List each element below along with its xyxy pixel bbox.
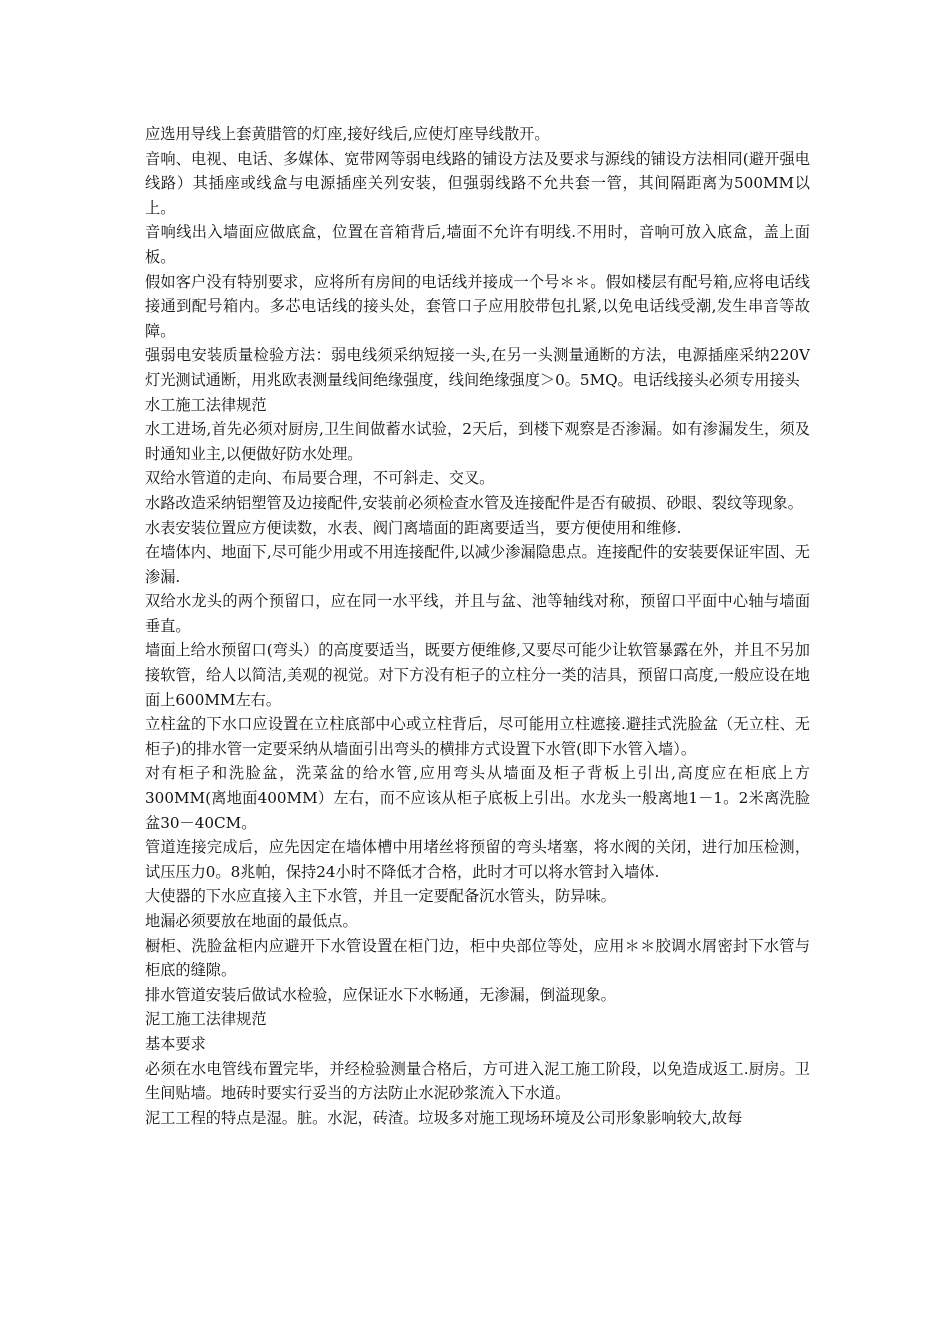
paragraph: 立柱盆的下水口应设置在立柱底部中心或立柱背后，尽可能用立柱遮接.避挂式洗脸盆（无立柱、无柜子)的排水管一定要采纳从墙面引出弯头的横排方式设置下水管(即下水管入墙）。	[145, 715, 810, 758]
paragraph: 音响、电视、电话、多媒体、宽带网等弱电线路的铺设方法及要求与源线的铺设方法相同(避开强电线路）其插座或线盒与电源插座关列安装，但强弱线路不允共套一管，其间隔距离为500MM以上。	[145, 149, 810, 217]
paragraph: 强弱电安装质量检验方法：弱电线须采纳短接一头,在另一头测量通断的方法，电源插座采纳220V灯光测试通断，用兆欧表测量线间绝缘强度，线间绝缘强度＞0。5MQ。电话线接头必须专用接头	[145, 346, 810, 389]
paragraph: 大使器的下水应直接入主下水管，并且一定要配备沉水管头，防异味。	[145, 887, 616, 906]
paragraph: 对有柜子和洗脸盆，洗菜盆的给水管,应用弯头从墙面及柜子背板上引出,高度应在柜底上方300MM(离地面400MM）左右，而不应该从柜子底板上引出。水龙头一般离地1－1。2米离洗脸盆30－40CM。	[145, 764, 810, 832]
paragraph: 音响线出入墙面应做底盒，位置在音箱背后,墙面不允许有明线.不用时，音响可放入底盒，盖上面板。	[145, 223, 810, 266]
paragraph: 在墙体内、地面下,尽可能少用或不用连接配件,以减少渗漏隐患点。连接配件的安装要保证牢固、无渗漏.	[145, 543, 810, 586]
section-heading: 泥工施工法律规范	[145, 1010, 267, 1029]
document-body	[145, 122, 810, 1130]
section-heading: 基本要求	[145, 1034, 206, 1053]
paragraph: 水工进场,首先必须对厨房,卫生间做蓄水试验，2天后，到楼下观察是否渗漏。如有渗漏发生，须及时通知业主,以便做好防水处理。	[145, 420, 810, 463]
paragraph: 排水管道安装后做试水检验，应保证水下水畅通，无渗漏，倒溢现象。	[145, 985, 616, 1004]
paragraph: 应选用导线上套黄腊管的灯座,接好线后,应使灯座导线散开。	[145, 125, 550, 143]
paragraph: 橱柜、洗脸盆柜内应避开下水管设置在柜门边，柜中央部位等处，应用＊＊胶调水屑密封下水管与柜底的缝隙。	[145, 936, 810, 980]
paragraph: 管道连接完成后，应先因定在墙体槽中用堵丝将预留的弯头堵塞，将水阀的关闭，进行加压检测，试压压力0。8兆帕，保持24小时不降低才合格，此时才可以将水管封入墙体.	[145, 838, 810, 881]
paragraph: 必须在水电管线布置完毕，并经检验测量合格后，方可进入泥工施工阶段，以免造成返工.厨房。卫生间贴墙。地砖时要实行妥当的方法防止水泥砂浆流入下水道。	[145, 1059, 810, 1103]
paragraph: 墙面上给水预留口(弯头）的高度要适当，既要方便维修,又要尽可能少让软管暴露在外，并且不另加接软管，给人以简洁,美观的视觉。对下方没有柜子的立柱分一类的洁具，预留口高度,一般应设在地面上600MM左右。	[145, 641, 810, 709]
paragraph: 水路改造采纳铝塑管及边接配件,安装前必须检查水管及连接配件是否有破损、砂眼、裂纹等现象。	[145, 493, 803, 512]
paragraph: 双给水龙头的两个预留口，应在同一水平线，并且与盆、池等轴线对称，预留口平面中心轴与墙面垂直。	[145, 592, 810, 635]
paragraph: 假如客户没有特别要求，应将所有房间的电话线并接成一个号＊＊。假如楼层有配号箱,应将电话线接通到配号箱内。多芯电话线的接头处，套管口子应用胶带包扎紧,以免电话线受潮,发生串音等故障。	[145, 272, 810, 340]
paragraph: 水表安装位置应方便读数，水表、阀门离墙面的距离要适当，要方便使用和维修.	[145, 518, 682, 537]
section-heading: 水工施工法律规范	[145, 395, 267, 414]
paragraph: 泥工工程的特点是湿。脏。水泥，砖渣。垃圾多对施工现场环境及公司形象影响较大,故每	[145, 1108, 743, 1127]
paragraph: 双给水管道的走向、布局要合理，不可斜走、交叉。	[145, 469, 495, 488]
paragraph: 地漏必须要放在地面的最低点。	[145, 912, 358, 930]
